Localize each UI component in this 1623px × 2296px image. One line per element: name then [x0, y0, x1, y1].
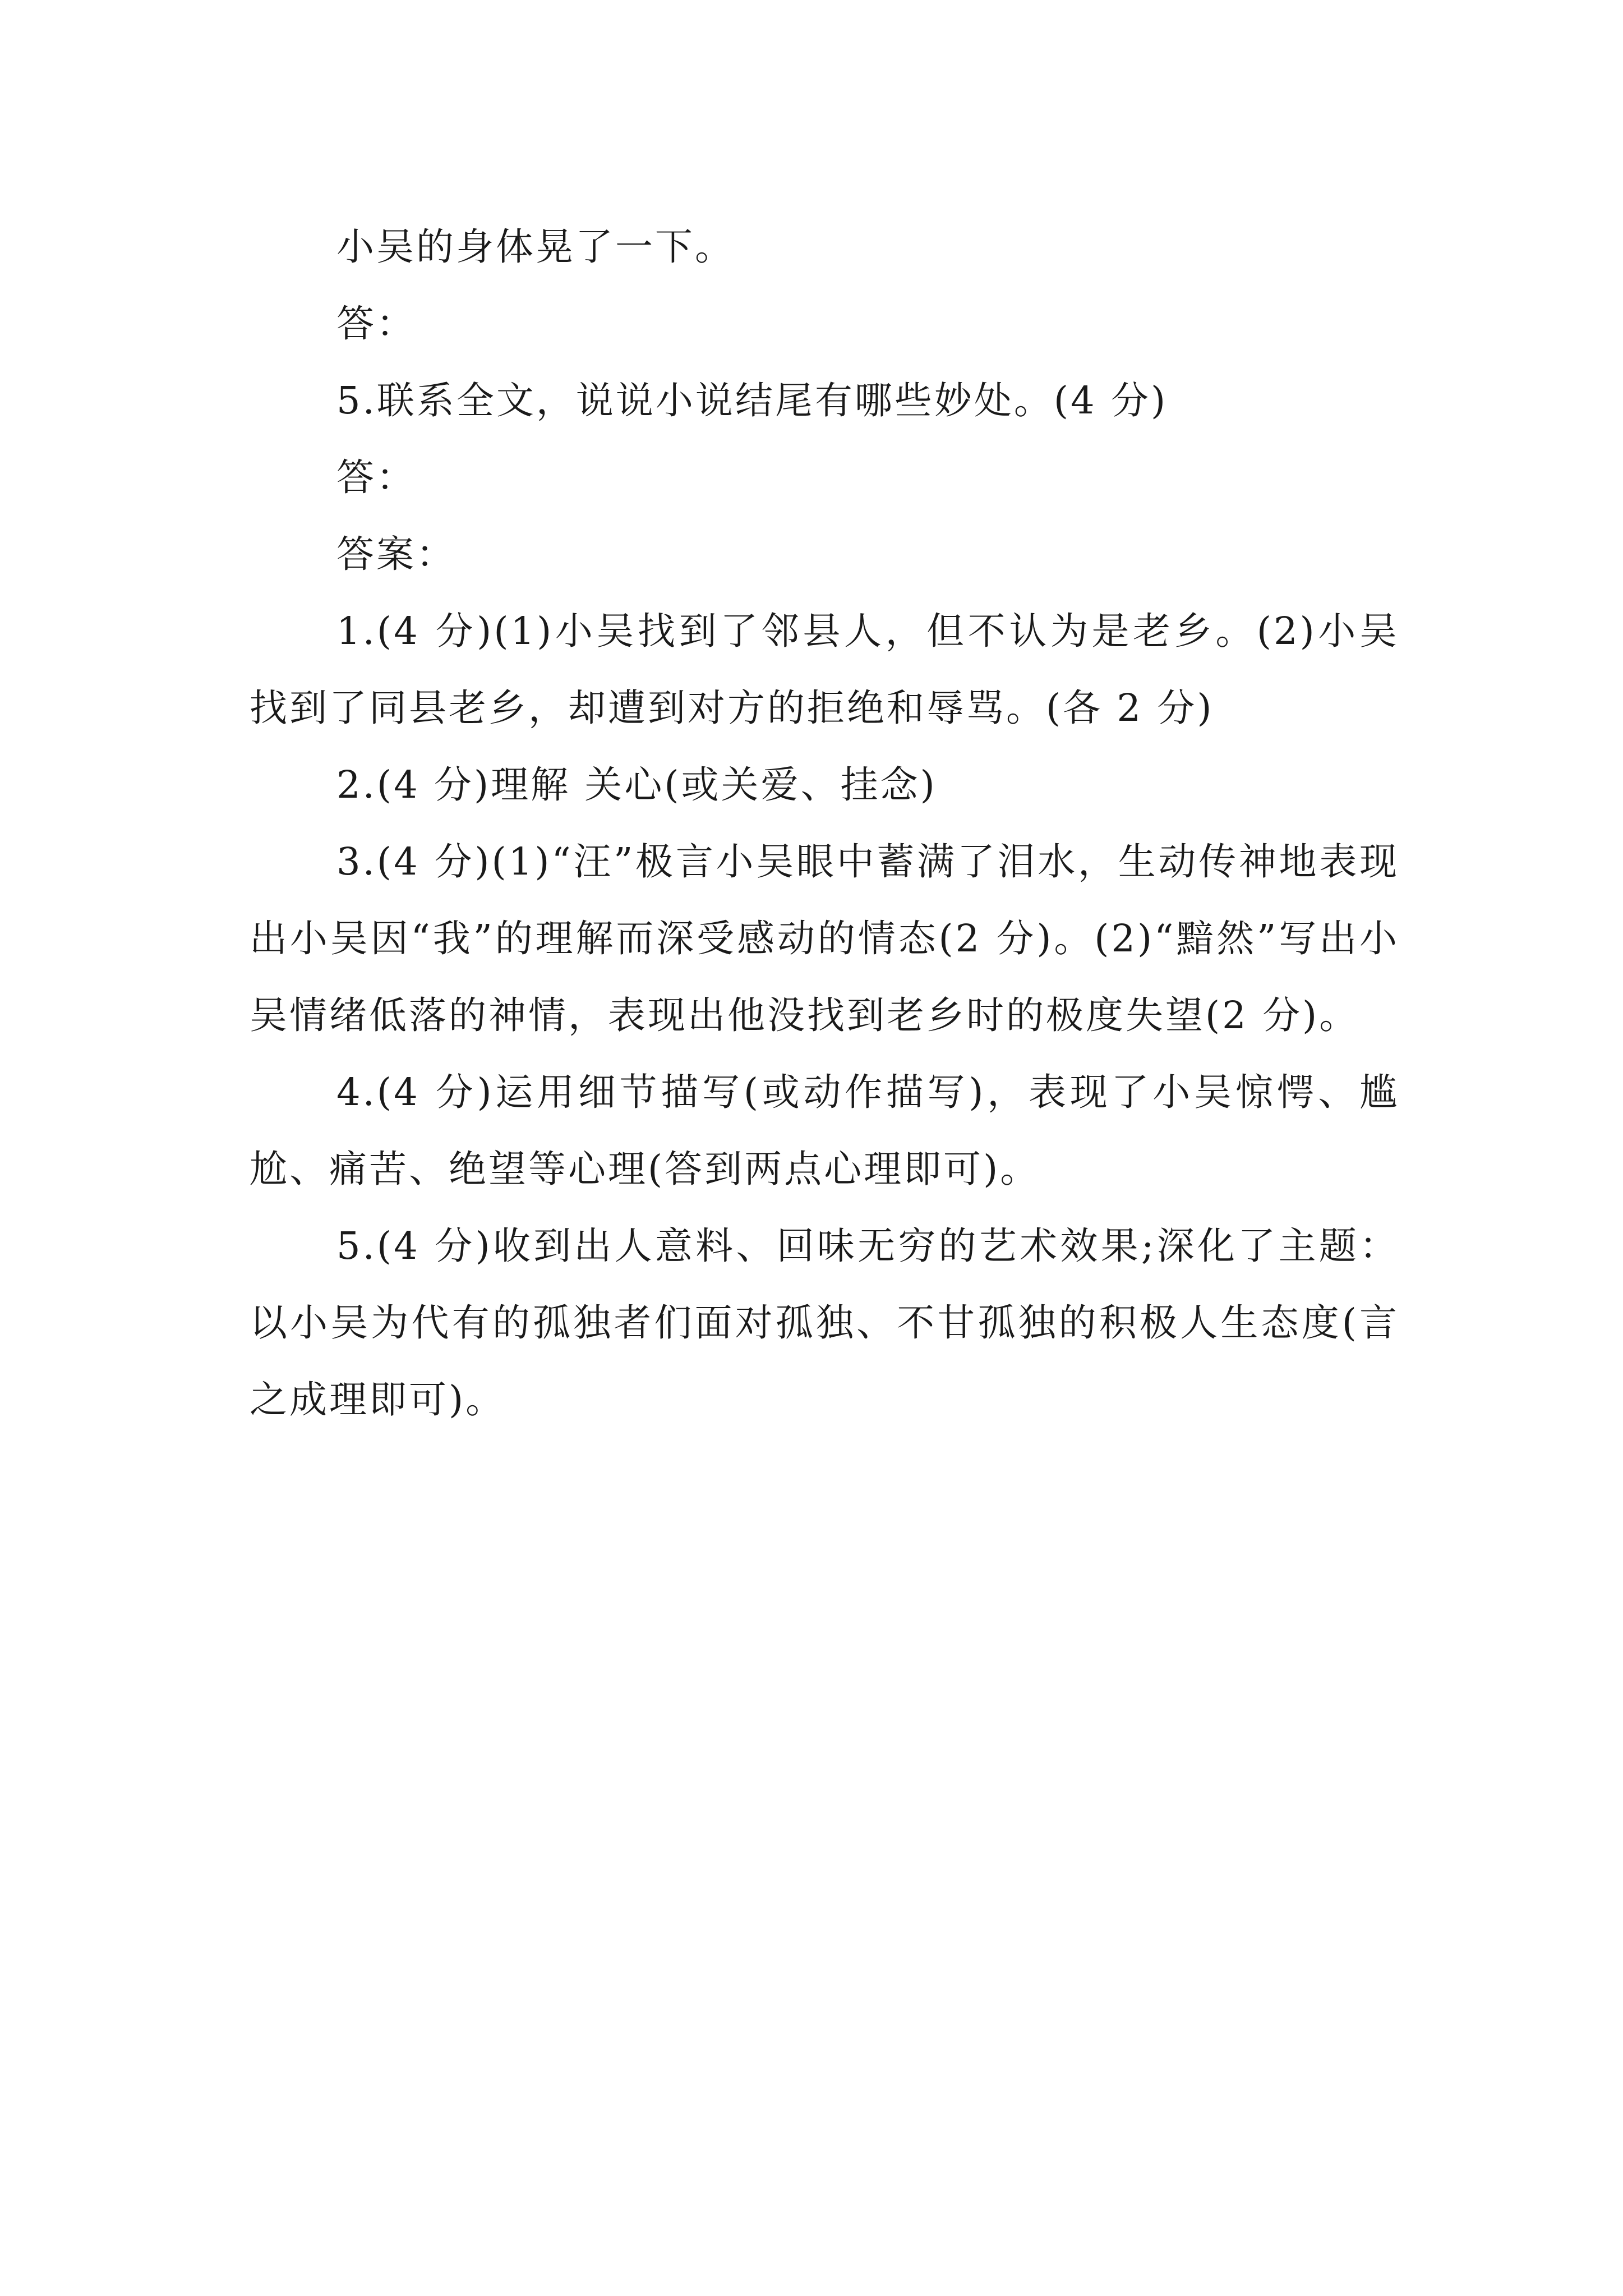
- answer-2: 2.(4 分)理解 关心(或关爱、挂念): [336, 763, 937, 807]
- answers-heading: 答案：: [336, 532, 456, 576]
- answer-prompt-4: 答：: [336, 302, 416, 346]
- story-sentence: 小吴的身体晃了一下。: [336, 225, 735, 269]
- answer-prompt-5: 答：: [336, 455, 416, 499]
- answer-3: 3.(4 分)(1)“汪”极言小吴眼中蓄满了泪水，生动传神地表现出小吴因“我”的理解而深受感动的情态(2 分)。(2)“黯然”写出小吴情绪低落的神情，表现出他没找到老乡时的极度失望(2 分)。: [250, 840, 1399, 1037]
- answer-4: 4.(4 分)运用细节描写(或动作描写)，表现了小吴惊愕、尴尬、痛苦、绝望等心理(答到两点心理即可)。: [250, 1070, 1399, 1191]
- answer-5: 5.(4 分)收到出人意料、回味无穷的艺术效果;深化了主题：以小吴为代有的孤独者们面对孤独、不甘孤独的积极人生态度(言之成理即可)。: [250, 1224, 1399, 1421]
- question-5: 5.联系全文，说说小说结尾有哪些妙处。(4 分): [336, 379, 1168, 422]
- answer-1: 1.(4 分)(1)小吴找到了邻县人，但不认为是老乡。(2)小吴找到了同县老乡，却遭到对方的拒绝和辱骂。(各 2 分): [250, 609, 1399, 730]
- document-body: [250, 209, 1399, 1438]
